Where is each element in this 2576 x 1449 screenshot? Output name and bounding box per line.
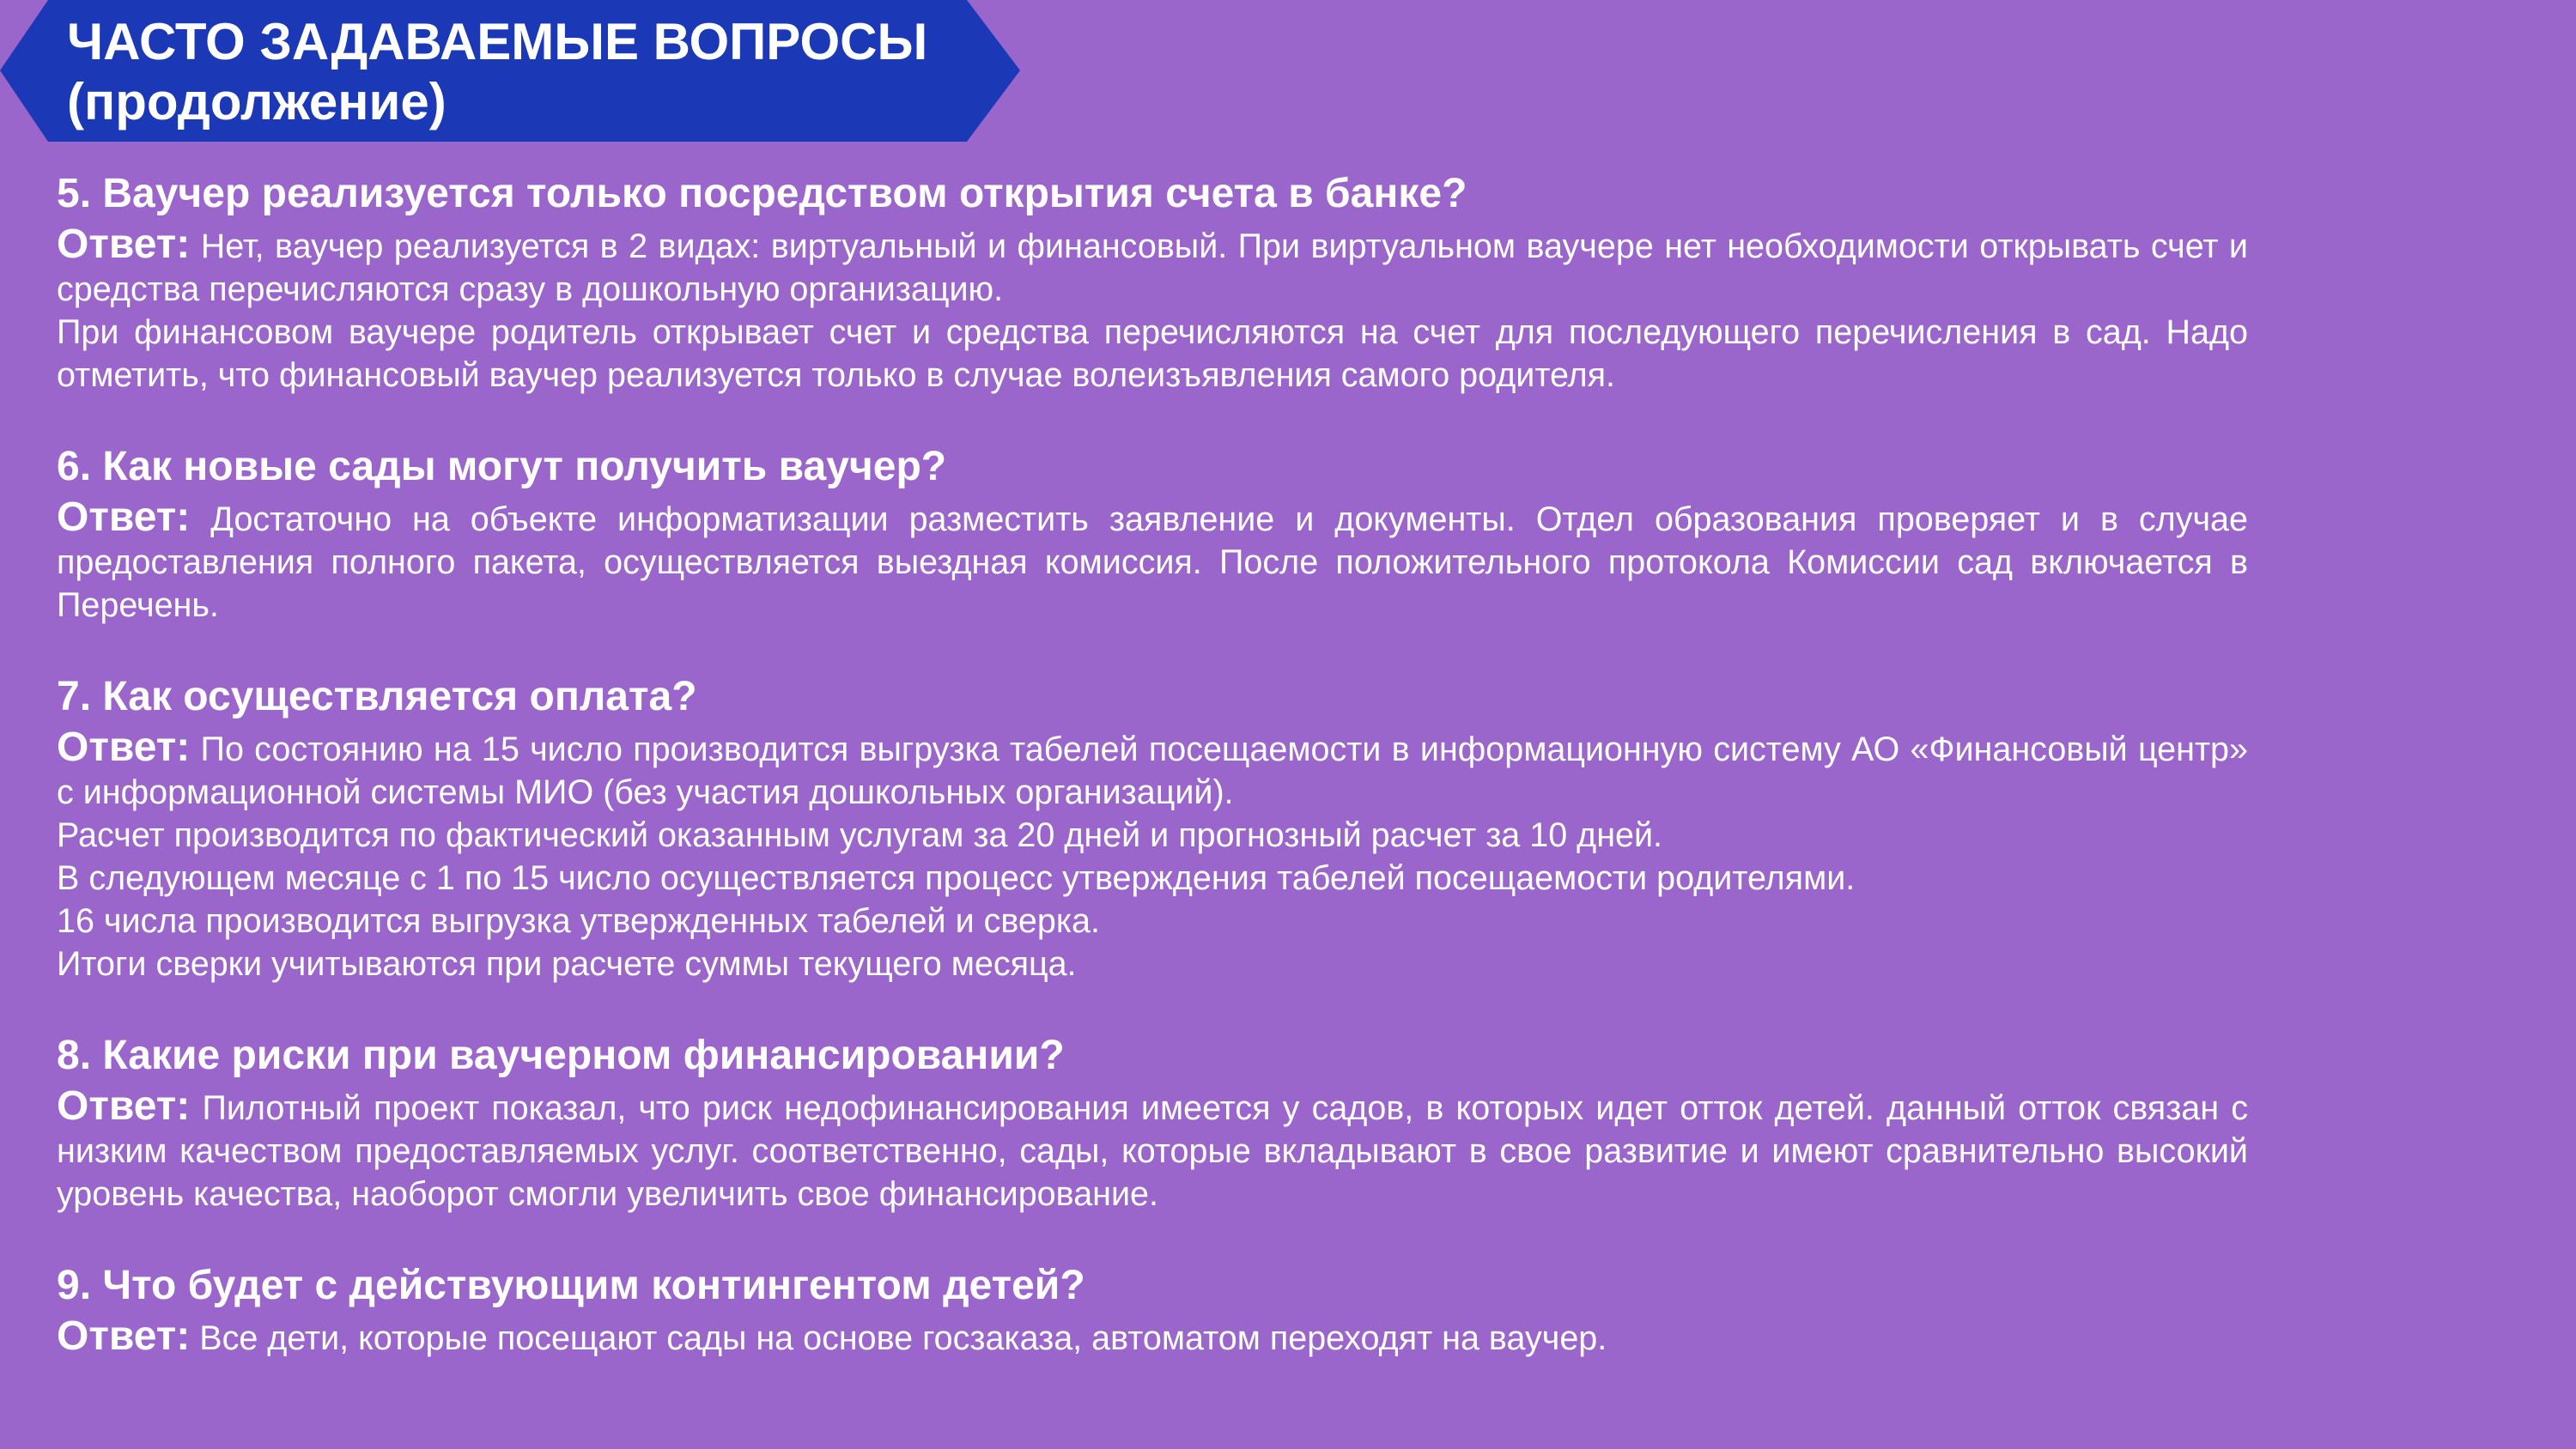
- answer-label: Ответ:: [57, 1083, 191, 1129]
- faq-item-6: [57, 441, 2248, 627]
- faq-list: [57, 168, 2248, 1404]
- faq-question: 6. Как новые сады могут получить ваучер?: [57, 444, 947, 489]
- faq-item-8: [57, 1030, 2248, 1216]
- faq-item-9: [57, 1260, 2248, 1360]
- faq-answer-paragraph: В следующем месяце с 1 по 15 число осуществляется процесс утверждения табелей посещаемости родителями.: [57, 859, 1856, 897]
- faq-answer: [57, 726, 2248, 814]
- faq-answer-paragraph: Итоги сверки учитываются при расчете суммы текущего месяца.: [57, 945, 1077, 983]
- faq-answer: [57, 1315, 2248, 1360]
- faq-answer-paragraph: 16 числа производится выгрузка утвержденных табелей и сверка.: [57, 902, 1100, 940]
- answer-label: Ответ:: [57, 724, 191, 770]
- faq-question: 7. Как осуществляется оплата?: [57, 674, 697, 719]
- answer-label: Ответ:: [57, 1313, 191, 1359]
- faq-answer-paragraph: Расчет производится по фактический оказанным услугам за 20 дней и прогнозный расчет за 10 дней.: [57, 816, 1663, 854]
- page-title: [67, 12, 927, 132]
- faq-answer-text: Все дети, которые посещают сады на основе госзаказа, автоматом переходят на ваучер.: [199, 1319, 1607, 1357]
- faq-answer-paragraph: При финансовом ваучере родитель открывает счет и средства перечисляются на счет для последующего перечисления в сад. Надо отметить, что финансовый ваучер реализуется только в случае волеизъявления самого родителя.: [57, 313, 2248, 394]
- page-title-line-1: ЧАСТО ЗАДАВАЕМЫЕ ВОПРОСЫ: [67, 13, 928, 70]
- answer-label: Ответ:: [57, 221, 191, 267]
- faq-item-7: [57, 671, 2248, 985]
- faq-answer-text: Нет, ваучер реализуется в 2 видах: виртуальный и финансовый. При виртуальном ваучере нет необходимости открывать счет и средства перечисляются сразу в дошкольную организацию.: [57, 227, 2248, 308]
- faq-question: 8. Какие риски при ваучерном финансировании?: [57, 1033, 1065, 1078]
- faq-answer-text: Достаточно на объекте информатизации разместить заявление и документы. Отдел образования проверяет и в случае предоставления полного пакета, осуществляется выездная комиссия. После положительного протокола Комиссии сад включается в Перечень.: [57, 500, 2248, 624]
- faq-answer: [57, 496, 2248, 627]
- faq-answer: [57, 223, 2248, 311]
- faq-question: 9. Что будет с действующим контингентом детей?: [57, 1263, 1085, 1308]
- page-title-line-2: (продолжение): [67, 73, 447, 130]
- answer-label: Ответ:: [57, 494, 191, 540]
- faq-question: 5. Ваучер реализуется только посредством открытия счета в банке?: [57, 171, 1467, 216]
- faq-answer-text: По состоянию на 15 число производится выгрузка табелей посещаемости в информационную систему АО «Финансовый центр» с информационной системы МИО (без участия дошкольных организаций).: [57, 731, 2248, 811]
- faq-answer: [57, 1085, 2248, 1216]
- faq-item-5: [57, 168, 2248, 397]
- faq-answer-text: Пилотный проект показал, что риск недофинансирования имеется у садов, в которых идет отток детей. данный отток связан с низким качеством предоставляемых услуг. соответственно, сады, которые вкладывают в свое развитие и имеют сравнительно высокий уровень качества, наоборот смогли увеличить свое финансирование.: [57, 1089, 2248, 1213]
